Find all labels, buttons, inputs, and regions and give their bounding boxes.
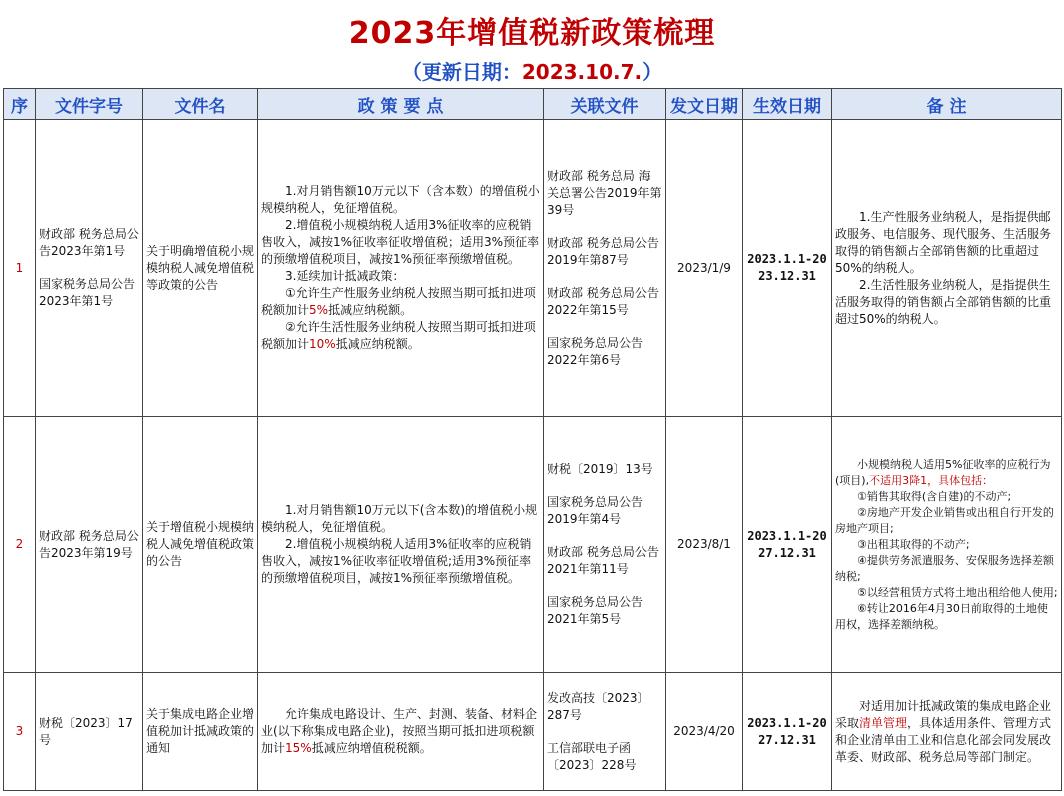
cell-effective-date[interactable]: 2023.1.1-2027.12.31 <box>743 417 832 673</box>
related-doc: 国家税务总局公告2019年第4号 <box>547 495 644 526</box>
policy-point: ①允许生产性服务业纳税人按照当期可抵扣进项税额加计5%抵减应纳税额。 <box>261 286 536 317</box>
subtitle-suffix: ） <box>642 60 663 84</box>
rate-highlight: 10% <box>309 337 336 351</box>
related-doc: 发改高技〔2023〕287号 <box>547 690 650 722</box>
cell-related-docs[interactable] <box>544 417 666 673</box>
cell-related-docs[interactable] <box>544 120 666 417</box>
cell-remarks[interactable] <box>832 120 1062 417</box>
header-doc-no[interactable]: 文件字号 <box>36 89 143 120</box>
header-seq[interactable]: 序 <box>4 89 36 120</box>
cell-seq[interactable]: 1 <box>4 120 36 417</box>
remark-line: ⑥转让2016年4月30日前取得的土地使用权，选择差额纳税。 <box>835 601 1048 631</box>
header-related-docs[interactable]: 关联文件 <box>544 89 666 120</box>
header-policy-points[interactable]: 政 策 要 点 <box>258 89 544 120</box>
cell-policy-points[interactable] <box>258 673 544 791</box>
update-date: 2023.10.7. <box>521 60 643 84</box>
related-doc: 财税〔2019〕13号 <box>547 462 653 476</box>
cell-policy-points[interactable] <box>258 120 544 417</box>
policy-table <box>3 88 1062 791</box>
related-doc: 财政部 税务总局公告2022年第15号 <box>547 285 659 317</box>
remark-line: 对适用加计抵减政策的集成电路企业采取清单管理，具体适用条件、管理方式和企业清单由工业和信息化部会同发展改革委、财政部、税务总局等部门制定。 <box>835 698 1052 764</box>
cell-remarks[interactable] <box>832 673 1062 791</box>
header-issue-date[interactable]: 发文日期 <box>666 89 743 120</box>
policy-point: 2.增值税小规模纳税人适用3%征收率的应税销售收入，减按1%征收率征收增值税;适用3%预征率的预缴增值税项目，减按1%预征率预缴增值税。 <box>261 537 532 585</box>
policy-point: 允许集成电路设计、生产、封测、装备、材料企业(以下称集成电路企业)，按照当期可抵扣进项税额加计15%抵减应纳增值税税额。 <box>261 707 538 755</box>
header-row <box>4 89 1062 120</box>
doc-no-line: 财政部 税务总局公告2023年第1号 <box>39 227 139 258</box>
header-doc-name[interactable]: 文件名 <box>143 89 258 120</box>
doc-no-line: 国家税务总局公告2023年第1号 <box>39 277 136 308</box>
table-row <box>4 417 1062 673</box>
cell-doc-name[interactable]: 关于集成电路企业增值税加计抵减政策的通知 <box>143 673 258 791</box>
remark-line: 1.生产性服务业纳税人，是指提供邮政服务、电信服务、现代服务、生活服务取得的销售额占全部销售额的比重超过50%的纳税人。 <box>835 209 1052 275</box>
remark-line: ④提供劳务派遣服务、安保服务选择差额纳税; <box>835 553 1054 583</box>
remark-line: 小规模纳税人适用5%征收率的应税行为(项目),不适用3降1，具体包括： <box>835 457 1051 487</box>
cell-issue-date[interactable]: 2023/8/1 <box>666 417 743 673</box>
cell-doc-no[interactable]: 财政部 税务总局公告2023年第19号 <box>36 417 143 673</box>
policy-point: 2.增值税小规模纳税人适用3%征收率的应税销售收入，减按1%征收率征收增值税；适用3%预征率的预缴增值税项目，减按1%预征率预缴增值税。 <box>261 218 540 266</box>
page-title: 2023年增值税新政策梳理 <box>348 16 716 51</box>
subtitle-prefix: （更新日期： <box>401 60 522 84</box>
policy-point: 1.对月销售额10万元以下(含本数)的增值税小规模纳税人，免征增值税。 <box>261 503 538 534</box>
table-row <box>4 673 1062 791</box>
cell-issue-date[interactable]: 2023/1/9 <box>666 120 743 417</box>
header-effective-date[interactable]: 生效日期 <box>743 89 832 120</box>
remark-line: 2.生活性服务业纳税人，是指提供生活服务取得的销售额占全部销售额的比重超过50%的纳税人。 <box>835 277 1052 326</box>
header-remarks[interactable]: 备 注 <box>832 89 1062 120</box>
cell-doc-no[interactable] <box>36 120 143 417</box>
rate-highlight: 5% <box>309 303 329 317</box>
related-doc: 国家税务总局公告2022年第6号 <box>547 335 644 367</box>
cell-doc-no[interactable]: 财税〔2023〕17号 <box>36 673 143 791</box>
update-date-line <box>0 56 1064 85</box>
cell-doc-name[interactable]: 关于明确增值税小规模纳税人减免增值税等政策的公告 <box>143 120 258 417</box>
remark-line: ②房地产开发企业销售或出租自行开发的房地产项目; <box>835 505 1054 535</box>
remark-line: ⑤以经营租赁方式将土地出租给他人使用; <box>857 585 1058 599</box>
remark-line: ①销售其取得(含自建)的不动产; <box>857 489 1012 503</box>
cell-seq[interactable]: 3 <box>4 673 36 791</box>
related-doc: 国家税务总局公告2021年第5号 <box>547 595 644 626</box>
cell-remarks[interactable] <box>832 417 1062 673</box>
cell-seq[interactable]: 2 <box>4 417 36 673</box>
cell-doc-name[interactable]: 关于增值税小规模纳税人减免增值税政策的公告 <box>143 417 258 673</box>
rate-highlight: 15% <box>285 741 312 755</box>
cell-issue-date[interactable]: 2023/4/20 <box>666 673 743 791</box>
related-doc: 工信部联电子函〔2023〕228号 <box>547 740 637 772</box>
policy-point: ②允许生活性服务业纳税人按照当期可抵扣进项税额加计10%抵减应纳税额。 <box>261 320 536 351</box>
cell-related-docs[interactable] <box>544 673 666 791</box>
remark-line: ③出租其取得的不动产; <box>857 537 970 551</box>
policy-point: 3.延续加计抵减政策： <box>285 269 405 283</box>
related-doc: 财政部 税务总局公告2019年第87号 <box>547 235 659 267</box>
cell-effective-date[interactable]: 2023.1.1-2027.12.31 <box>743 673 832 791</box>
cell-policy-points[interactable] <box>258 417 544 673</box>
policy-point: 1.对月销售额10万元以下（含本数）的增值税小规模纳税人，免征增值税。 <box>261 184 540 215</box>
related-doc: 财政部 税务总局公告2021年第11号 <box>547 545 659 576</box>
related-doc: 财政部 税务总局 海关总署公告2019年第39号 <box>547 168 662 217</box>
table-row <box>4 120 1062 417</box>
cell-effective-date[interactable]: 2023.1.1-2023.12.31 <box>743 120 832 417</box>
